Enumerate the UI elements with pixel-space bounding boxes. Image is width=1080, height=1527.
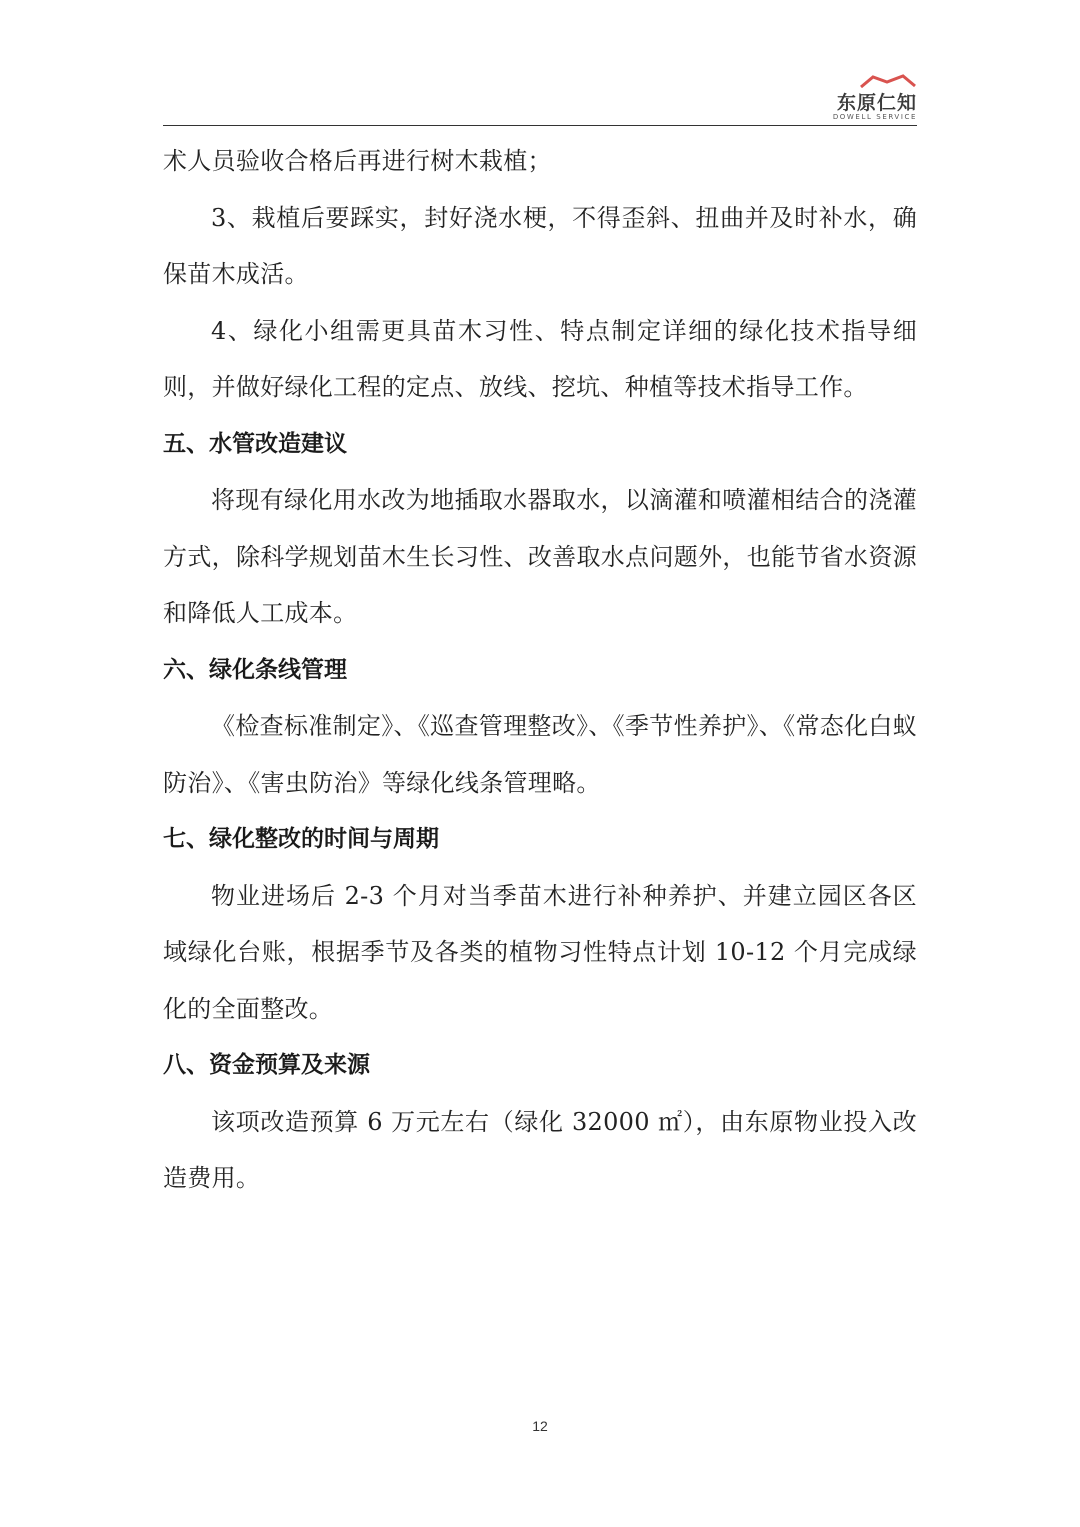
- company-logo: [817, 74, 917, 124]
- header-divider: [163, 125, 917, 126]
- roof-icon: [859, 74, 917, 88]
- document-body: [163, 133, 917, 1207]
- paragraph-item-4: 4、绿化小组需更具苗木习性、特点制定详细的绿化技术指导细则，并做好绿化工程的定点、放线、挖坑、种植等技术指导工作。: [163, 316, 917, 401]
- section-heading-7: 七、绿化整改的时间与周期: [163, 826, 439, 852]
- paragraph-item-3: 3、栽植后要踩实，封好浇水梗，不得歪斜、扭曲并及时补水，确保苗木成活。: [163, 203, 917, 288]
- section-heading-5: 五、水管改造建议: [163, 430, 347, 457]
- section-heading-6: 六、绿化条线管理: [163, 656, 347, 683]
- paragraph-schedule: 物业进场后 2-3 个月对当季苗木进行补种养护、并建立园区各区域绿化台账，根据季节及各类的植物习性特点计划 10-12 个月完成绿化的全面整改。: [163, 881, 917, 1023]
- section-heading-8: 八、资金预算及来源: [163, 1052, 370, 1078]
- logo-subtitle: DOWELL SERVICE: [832, 113, 917, 121]
- paragraph-budget: 该项改造预算 6 万元左右（绿化 32000 ㎡），由东原物业投入改造费用。: [163, 1107, 917, 1192]
- paragraph-water-pipe: 将现有绿化用水改为地插取水器取水，以滴灌和喷灌相结合的浇灌方式，除科学规划苗木生长习性、改善取水点问题外，也能节省水资源和降低人工成本。: [163, 486, 917, 627]
- page-header: [163, 70, 917, 126]
- logo-text: 东原仁知: [836, 92, 917, 114]
- paragraph-continued: 术人员验收合格后再进行树木栽植；: [163, 147, 552, 175]
- page-number: 12: [532, 1418, 548, 1434]
- paragraph-greening-management: 《检查标准制定》、《巡查管理整改》、《季节性养护》、《常态化白蚁防治》、《害虫防治》等绿化线条管理略。: [163, 712, 917, 797]
